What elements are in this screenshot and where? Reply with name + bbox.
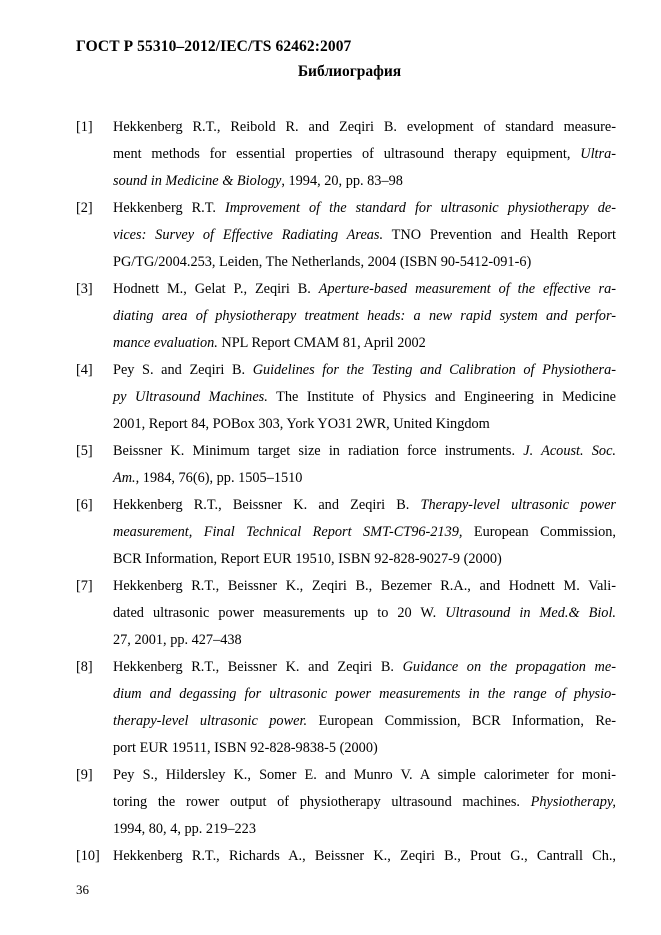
reference-line [113, 627, 616, 654]
reference-line [113, 681, 616, 708]
reference-item [76, 276, 616, 357]
reference-text: ment methods for essential properties of ultrasound therapy equipment, [113, 146, 581, 162]
reference-number: [5] [76, 443, 93, 459]
reference-line [113, 708, 616, 735]
reference-line [113, 141, 616, 168]
reference-number: [9] [76, 767, 93, 783]
reference-text: port EUR 19511, ISBN 92-828-9838-5 (2000) [113, 740, 378, 756]
reference-item [76, 843, 616, 870]
reference-text: Beissner K. Minimum target size in radiation force instruments. [113, 443, 524, 459]
document-header: ГОСТ Р 55310–2012/IEC/TS 62462:2007 [76, 38, 352, 55]
page-title: Библиография [297, 63, 402, 80]
reference-line [113, 465, 616, 492]
reference-italic-text: diating area of physiotherapy treatment heads: a new rapid system and perfor- [113, 308, 616, 324]
reference-text: TNO Prevention and Health Report [383, 227, 616, 243]
reference-number: [10] [76, 848, 100, 864]
reference-text: NPL Report CMAM 81, April 2002 [217, 335, 426, 351]
reference-line [113, 546, 616, 573]
reference-number: [8] [76, 659, 93, 675]
reference-text: BCR Information, Report EUR 19510, ISBN 92-828-9027-9 (2000) [113, 551, 502, 567]
reference-item [76, 357, 616, 438]
reference-italic-text: Improvement of the standard for ultrasonic physiotherapy de- [225, 200, 616, 216]
reference-text: Pey S. and Zeqiri B. [113, 362, 253, 378]
reference-italic-text: sound in Medicine & Biology [113, 173, 282, 189]
reference-line [113, 762, 616, 789]
reference-item [76, 492, 616, 573]
reference-text: , 1994, 20, pp. 83–98 [281, 173, 403, 189]
reference-text: 2001, Report 84, POBox 303, York YO31 2WR, United Kingdom [113, 416, 490, 432]
reference-line [113, 411, 616, 438]
reference-line [113, 438, 616, 465]
reference-italic-text: vices: Survey of Effective Radiating Areas. [113, 227, 384, 243]
reference-text: PG/TG/2004.253, Leiden, The Netherlands, 2004 (ISBN 90-5412-091-6) [113, 254, 532, 270]
reference-italic-text: measurement, Final Technical Report SMT-CT96-2139, [113, 524, 463, 540]
reference-number: [1] [76, 119, 93, 135]
reference-line [113, 600, 616, 627]
reference-italic-text: Physiotherapy, [530, 794, 616, 810]
reference-line [113, 357, 616, 384]
reference-line [113, 789, 616, 816]
reference-item [76, 438, 616, 492]
reference-text: toring the rower output of physiotherapy ultrasound machines. [113, 794, 531, 810]
reference-line [113, 276, 616, 303]
reference-number: [7] [76, 578, 93, 594]
reference-italic-text: J. Acoust. Soc. [523, 443, 616, 459]
reference-number: [6] [76, 497, 93, 513]
reference-text: Pey S., Hildersley K., Somer E. and Munro V. A simple calorimeter for moni- [113, 767, 616, 783]
reference-italic-text: Therapy-level ultrasonic power [420, 497, 616, 513]
reference-italic-text: Guidelines for the Testing and Calibration of Physiothera- [252, 362, 616, 378]
reference-line [113, 114, 616, 141]
reference-number: [3] [76, 281, 93, 297]
reference-text: 1994, 80, 4, pp. 219–223 [113, 821, 256, 837]
reference-line [113, 816, 616, 843]
reference-line [113, 735, 616, 762]
reference-line [113, 843, 616, 870]
reference-number: [4] [76, 362, 93, 378]
reference-line [113, 654, 616, 681]
reference-line [113, 492, 616, 519]
reference-text: Hodnett M., Gelat P., Zeqiri B. [113, 281, 319, 297]
bibliography-list [76, 114, 616, 870]
reference-text: Hekkenberg R.T. [113, 200, 226, 216]
reference-line [113, 384, 616, 411]
reference-line [113, 330, 616, 357]
reference-text: European Commission, [462, 524, 616, 540]
reference-line [113, 168, 616, 195]
reference-text: 1984, 76(6), pp. 1505–1510 [139, 470, 303, 486]
reference-italic-text: Ultra- [580, 146, 616, 162]
page-number: 36 [76, 882, 89, 897]
reference-item [76, 573, 616, 654]
reference-text: dated ultrasonic power measurements up to 20 W. [113, 605, 446, 621]
reference-line [113, 249, 616, 276]
reference-text: The Institute of Physics and Engineering in Medicine [267, 389, 616, 405]
reference-text: Hekkenberg R.T., Richards A., Beissner K., Zeqiri B., Prout G., Cantrall Ch., [113, 848, 616, 864]
reference-italic-text: Aperture-based measurement of the effective ra- [318, 281, 617, 297]
reference-italic-text: dium and degassing for ultrasonic power measurements in the range of physio- [113, 686, 616, 702]
reference-item [76, 654, 616, 762]
reference-italic-text: mance evaluation. [113, 335, 218, 351]
reference-italic-text: py Ultrasound Machines. [113, 389, 268, 405]
reference-line [113, 303, 616, 330]
reference-item [76, 114, 616, 195]
reference-text: Hekkenberg R.T., Beissner K., Zeqiri B., Bezemer R.A., and Hodnett M. Vali- [113, 578, 616, 594]
reference-line [113, 222, 616, 249]
reference-line [113, 573, 616, 600]
reference-italic-text: Am., [113, 470, 140, 486]
reference-text: Hekkenberg R.T., Reibold R. and Zeqiri B. evelopment of standard measure- [113, 119, 616, 135]
reference-item [76, 195, 616, 276]
reference-item [76, 762, 616, 843]
reference-line [113, 195, 616, 222]
reference-line [113, 519, 616, 546]
reference-italic-text: therapy-level ultrasonic power. [113, 713, 308, 729]
reference-number: [2] [76, 200, 93, 216]
reference-italic-text: Guidance on the propagation me- [402, 659, 616, 675]
reference-text: 27, 2001, pp. 427–438 [113, 632, 242, 648]
reference-text: Hekkenberg R.T., Beissner K. and Zeqiri B. [113, 659, 403, 675]
reference-italic-text: Ultrasound in Med.& Biol. [445, 605, 616, 621]
reference-text: European Commission, BCR Information, Re- [307, 713, 616, 729]
reference-text: Hekkenberg R.T., Beissner K. and Zeqiri B. [113, 497, 421, 513]
